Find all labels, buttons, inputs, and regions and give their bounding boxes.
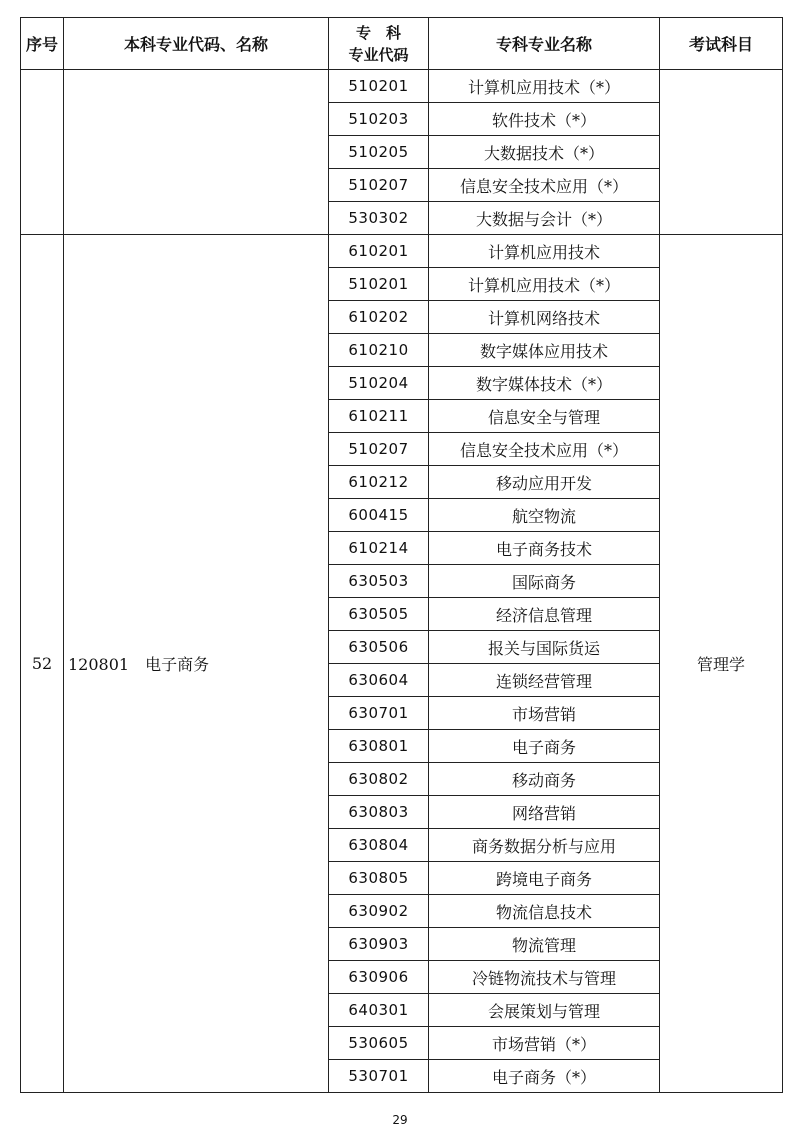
college-major-name-cell: 跨境电子商务 xyxy=(429,862,660,895)
college-code-cell: 610202 xyxy=(329,301,429,334)
college-major-name-cell: 市场营销（*） xyxy=(429,1027,660,1060)
college-code-cell: 510201 xyxy=(329,70,429,103)
college-code-cell: 630701 xyxy=(329,697,429,730)
college-code-cell: 630803 xyxy=(329,796,429,829)
college-major-name-cell: 报关与国际货运 xyxy=(429,631,660,664)
header-college-code-line2: 专业代码 xyxy=(348,45,409,64)
college-code-cell: 610214 xyxy=(329,532,429,565)
exam-subject-cell-empty xyxy=(660,70,783,235)
college-code-cell: 530605 xyxy=(329,1027,429,1060)
college-major-name-cell: 数字媒体应用技术 xyxy=(429,334,660,367)
college-major-name-cell: 信息安全技术应用（*） xyxy=(429,433,660,466)
college-code-cell: 630804 xyxy=(329,829,429,862)
college-major-name-cell: 冷链物流技术与管理 xyxy=(429,961,660,994)
college-major-name-cell: 电子商务技术 xyxy=(429,532,660,565)
college-code-cell: 610211 xyxy=(329,400,429,433)
college-major-name-cell: 航空物流 xyxy=(429,499,660,532)
table-header-row xyxy=(21,18,783,70)
college-code-cell: 510203 xyxy=(329,103,429,136)
college-code-cell: 630506 xyxy=(329,631,429,664)
college-major-name-cell: 商务数据分析与应用 xyxy=(429,829,660,862)
college-code-cell: 530701 xyxy=(329,1060,429,1093)
header-bachelor-major: 本科专业代码、名称 xyxy=(64,18,329,70)
college-code-cell: 610201 xyxy=(329,235,429,268)
college-code-cell: 610212 xyxy=(329,466,429,499)
college-major-name-cell: 连锁经营管理 xyxy=(429,664,660,697)
header-college-major-name: 专科专业名称 xyxy=(429,18,660,70)
college-code-cell: 510207 xyxy=(329,169,429,202)
bachelor-major-code: 120801 xyxy=(68,655,130,674)
page-number: 29 xyxy=(392,1113,408,1127)
bachelor-major-cell-empty xyxy=(64,70,329,235)
bachelor-major-name: 电子商务 xyxy=(145,655,210,674)
college-major-name-cell: 移动商务 xyxy=(429,763,660,796)
college-code-cell: 510205 xyxy=(329,136,429,169)
college-code-cell: 610210 xyxy=(329,334,429,367)
college-major-name-cell: 信息安全与管理 xyxy=(429,400,660,433)
exam-subject-cell: 管理学 xyxy=(660,235,783,1093)
college-major-name-cell: 电子商务（*） xyxy=(429,1060,660,1093)
college-code-cell: 630802 xyxy=(329,763,429,796)
header-college-code-line1: 专 科 xyxy=(355,23,401,42)
index-cell-empty xyxy=(21,70,64,235)
college-major-name-cell: 国际商务 xyxy=(429,565,660,598)
bachelor-major-cell xyxy=(64,235,329,1093)
college-code-cell: 630505 xyxy=(329,598,429,631)
college-code-cell: 630902 xyxy=(329,895,429,928)
college-major-name-cell: 电子商务 xyxy=(429,730,660,763)
table-body xyxy=(21,70,783,1093)
college-major-name-cell: 网络营销 xyxy=(429,796,660,829)
college-major-name-cell: 计算机网络技术 xyxy=(429,301,660,334)
college-code-cell: 530302 xyxy=(329,202,429,235)
college-major-name-cell: 大数据技术（*） xyxy=(429,136,660,169)
header-exam-subject: 考试科目 xyxy=(660,18,783,70)
college-major-name-cell: 信息安全技术应用（*） xyxy=(429,169,660,202)
table-row xyxy=(21,235,783,268)
college-major-name-cell: 计算机应用技术 xyxy=(429,235,660,268)
college-code-cell: 630906 xyxy=(329,961,429,994)
college-code-cell: 630503 xyxy=(329,565,429,598)
major-table xyxy=(20,17,783,1093)
college-major-name-cell: 软件技术（*） xyxy=(429,103,660,136)
college-code-cell: 510201 xyxy=(329,268,429,301)
college-code-cell: 630604 xyxy=(329,664,429,697)
college-code-cell: 510207 xyxy=(329,433,429,466)
college-major-name-cell: 物流管理 xyxy=(429,928,660,961)
college-major-name-cell: 会展策划与管理 xyxy=(429,994,660,1027)
college-major-name-cell: 物流信息技术 xyxy=(429,895,660,928)
college-major-name-cell: 经济信息管理 xyxy=(429,598,660,631)
college-code-cell: 630903 xyxy=(329,928,429,961)
college-code-cell: 640301 xyxy=(329,994,429,1027)
college-code-cell: 600415 xyxy=(329,499,429,532)
college-major-name-cell: 数字媒体技术（*） xyxy=(429,367,660,400)
index-cell: 52 xyxy=(21,235,64,1093)
college-code-cell: 510204 xyxy=(329,367,429,400)
header-college-code xyxy=(329,18,429,70)
college-code-cell: 630805 xyxy=(329,862,429,895)
college-major-name-cell: 移动应用开发 xyxy=(429,466,660,499)
college-major-name-cell: 计算机应用技术（*） xyxy=(429,70,660,103)
college-code-cell: 630801 xyxy=(329,730,429,763)
table-row xyxy=(21,70,783,103)
college-major-name-cell: 市场营销 xyxy=(429,697,660,730)
header-index: 序号 xyxy=(21,18,64,70)
college-major-name-cell: 计算机应用技术（*） xyxy=(429,268,660,301)
college-major-name-cell: 大数据与会计（*） xyxy=(429,202,660,235)
